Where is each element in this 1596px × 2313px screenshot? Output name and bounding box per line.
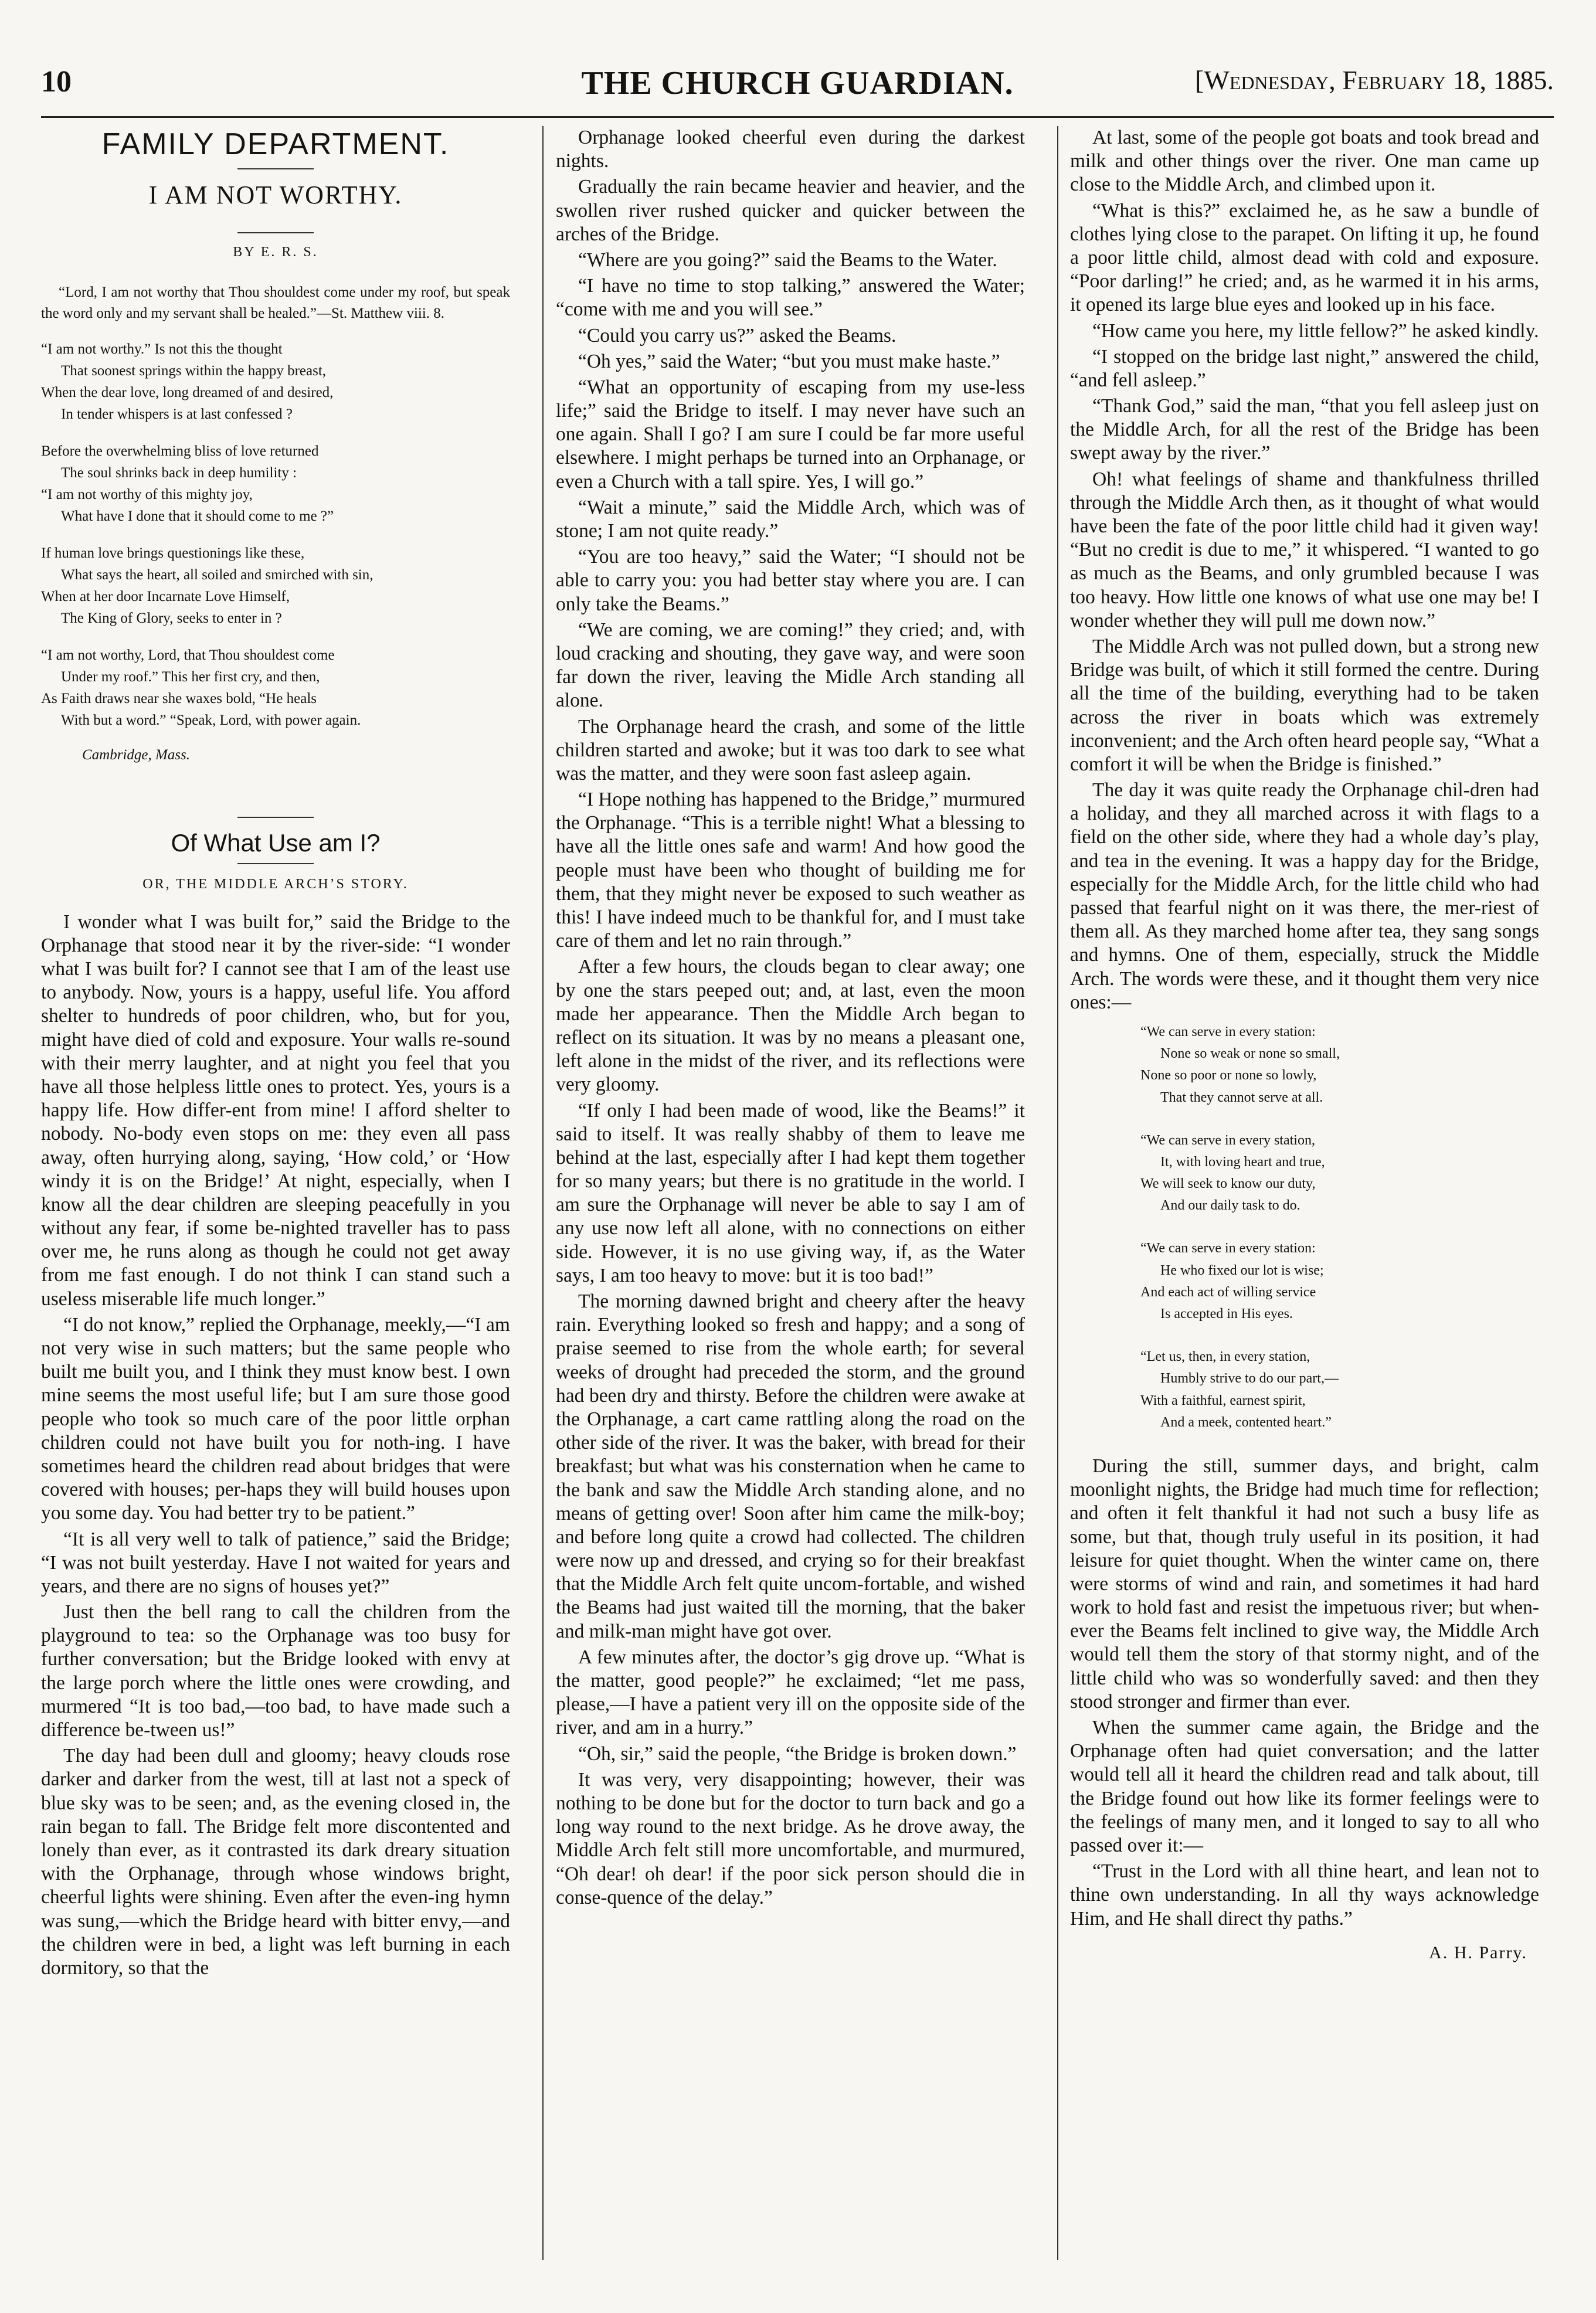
paragraph: At last, some of the people got boats and took bread and milk and other things over the river. One man came up close to the Middle Arch, and climbed upon it. — [1070, 127, 1539, 196]
verse-line: And our daily task to do. — [1160, 1198, 1300, 1214]
verse-line: “Let us, then, in every station, — [1140, 1349, 1310, 1365]
column-1 — [41, 126, 510, 1982]
poem-byline: BY E. R. S. — [233, 244, 318, 260]
paragraph: During the still, summer days, and bright, calm moonlight nights, the Bridge had much time for reflection; and often it felt thankful it had not such a busy life as some, but that, though truly useful in its position, it had leisure for quiet thought. When the winter came on, there were storms of wind and rain, and sometimes it had hard work to hold fast and resist the impetuous river; but when-ever the Beams felt inclined to give way, the Middle Arch would tell them the story of that stormy night, and of the little child who was so wonderfully saved: and then they stood stronger and firmer than ever. — [1070, 1455, 1539, 1713]
issue-date: [Wednesday, February 18, 1885. — [1195, 65, 1554, 95]
paragraph: The Orphanage heard the crash, and some of the little children started and awoke; but it was too dark to see what was the matter, and they were soon fast asleep again. — [556, 715, 1025, 784]
paragraph: “What is this?” exclaimed he, as he saw a bundle of clothes lying close to the parapet. On lifting it up, he found a poor little child, almost dead with cold and exposure. “Poor darling!” he cried; and, as he warmed it in his arms, it opened its large blue eyes and looked up in his face. — [1070, 199, 1539, 316]
stanza — [41, 440, 510, 527]
verse-line: We will seek to know our duty, — [1140, 1176, 1316, 1192]
poem-place: Cambridge, Mass. — [82, 747, 191, 763]
paragraph: “You are too heavy,” said the Water; “I should not be able to carry you: you had better stay where you are. I can only take the Beams.” — [556, 546, 1025, 615]
verse-line: What says the heart, all soiled and smirched with sin, — [61, 567, 373, 583]
paragraph: “Thank God,” said the man, “that you fell asleep just on the Middle Arch, for all the rest of the Bridge has been swept away by the river.” — [1070, 395, 1539, 464]
paragraph: “Oh yes,” said the Water; “but you must make haste.” — [578, 350, 1000, 372]
newspaper-title: THE CHURCH GUARDIAN. — [581, 65, 1014, 101]
stanza — [1140, 1238, 1539, 1325]
paragraph: “How came you here, my little fellow?” he asked kindly. — [1092, 320, 1539, 342]
paragraph: I wonder what I was built for,” said the Bridge to the Orphanage that stood near it by the river-side: “I wonder what I was built for? I cannot see that I am of the least use to anybody. Now, yours is a happy, useful life. You afford shelter to hundreds of poor children, who, but for you, might have died of cold and exposure. Your walls re-sound with their merry laughter, and at night you feel that you have all those helpless little ones to protect. Yes, yours is a happy life. How differ-ent from mine! I afford shelter to nobody. No-body even stops on me: they even all pass away, often hurrying along, saying, ‘How cold,’ or ‘How windy it is on the Bridge!’ At night, especially, when I know all the dear children are sleeping peacefully in you without any fear, if some be-nighted traveller has to pass over me, he runs along as though he could not get away from me fast enough. I do not think I can stand such a useless miserable life much longer.” — [41, 911, 510, 1310]
verse-line: That they cannot serve at all. — [1160, 1089, 1323, 1105]
section-rule — [237, 863, 314, 864]
paragraph: A few minutes after, the doctor’s gig drove up. “What is the matter, good people?” he exclaimed; “let me pass, please,—I have a patient very ill on the opposite side of the river, and am in a hurry.” — [556, 1646, 1025, 1739]
poem-body — [41, 338, 510, 731]
paragraph: Just then the bell rang to call the children from the playground to tea: so the Orphanage was too busy for further conversation; but the Bridge looked with envy at the large porch where the little ones were crowding, and murmered “It is too bad,—too bad, to have made such a difference be-tween us!” — [41, 1601, 510, 1741]
paragraph: “Wait a minute,” said the Middle Arch, which was of stone; I am not quite ready.” — [556, 496, 1025, 542]
verse-line: Humbly strive to do our part,— — [1160, 1371, 1339, 1387]
stanza — [41, 338, 510, 425]
paragraph: “What an opportunity of escaping from my use-less life;” said the Bridge to itself. I may never have such an one again. Shall I go? I am sure I could be far more useful elsewhere. I might perhaps be turned into an Orphanage, or even a Church with a tall spire. Yes, I will go.” — [556, 376, 1025, 493]
hymn-verses — [1140, 1021, 1539, 1434]
paragraph: It was very, very disappointing; however, their was nothing to be done but for the doctor to turn back and go a long way round to the next bridge. As he drove away, the Middle Arch felt still more uncomfortable, and murmured, “Oh dear! oh dear! if the poor sick person should die in conse-quence of the delay.” — [556, 1768, 1025, 1908]
stanza — [1140, 1130, 1539, 1217]
paragraph: The day had been dull and gloomy; heavy clouds rose darker and darker from the west, till at last not a speck of blue sky was to be seen; and, as the evening closed in, the rain began to fall. The Bridge felt more discontented and lonely than ever, as it contrasted its dark dreary situation with the Orphanage, through whose windows bright, cheerful lights were shining. Even after the even-ing hymn was sung,—which the Bridge heard with bitter envy,—and the children were in bed, a light was left burning in each dormitory, so that the — [41, 1745, 510, 1979]
paragraph: The morning dawned bright and cheery after the heavy rain. Everything looked so fresh and happy; and a song of praise seemed to rise from the whole earth; for several weeks of drought had preceded the storm, and the ground had been dry and thirsty. Before the children were awake at the Orphanage, a cart came rattling along the road on the other side of the river. It was the baker, with bread for their breakfast; but what was his consternation when he came to the bank and saw the Middle Arch standing alone, and no means of getting over! Soon after him came the milk-boy; and before long quite a crowd had collected. The children were now up and dressed, and crying so for their breakfast that the Middle Arch felt quite uncom-fortable, and wished the Beams had just waited till the morning, that the baker and milk-man might have got over. — [556, 1290, 1025, 1642]
verse-line: “We can serve in every station: — [1140, 1241, 1316, 1256]
stanza — [41, 542, 510, 629]
verse-line: None so weak or none so small, — [1160, 1046, 1340, 1062]
verse-line: “We can serve in every station, — [1140, 1132, 1315, 1148]
paragraph: “We are coming, we are coming!” they cried; and, with loud cracking and shouting, they gave way, and were soon far down the river, leaving the Midle Arch standing all alone. — [556, 619, 1025, 712]
verse-line: He who fixed our lot is wise; — [1160, 1262, 1324, 1278]
column-divider — [542, 126, 544, 2260]
paragraph: “Trust in the Lord with all thine heart, and lean not to thine own understanding. In all thy ways acknowledge Him, and He shall direct thy paths.” — [1070, 1860, 1539, 1930]
paragraph: Oh! what feelings of shame and thankfulness thrilled through the Middle Arch then, as it thought of what would have been the fate of the poor little child had it given way! “But no credit is due to me,” it whispered. “I wanted to go as much as the Beams, and only grumbled because I was too heavy. How little one knows of what use one may be! I wonder whether they will pull me down now.” — [1070, 468, 1539, 631]
verse-line: In tender whispers is at last confessed ? — [61, 406, 293, 423]
section-rule — [237, 817, 314, 818]
masthead — [41, 64, 1554, 111]
verse-line: The King of Glory, seeks to enter in ? — [61, 610, 282, 627]
verse-line: When the dear love, long dreamed of and desired, — [41, 385, 334, 401]
paragraph: “I have no time to stop talking,” answered the Water; “come with me and you will see.” — [556, 275, 1025, 321]
story-text-col1 — [41, 911, 510, 1980]
paragraph: When the summer came again, the Bridge and the Orphanage often had quiet conversation; and the latter would tell all it heard the children read and talk about, till the Bridge found out how like its former feelings were to the feelings of many men, and it longed to say to all who passed over it:— — [1070, 1717, 1539, 1856]
paragraph: “Where are you going?” said the Beams to the Water. — [578, 249, 997, 271]
stanza — [41, 644, 510, 731]
paragraph: “I Hope nothing has happened to the Bridge,” murmured the Orphanage. “This is a terrible night! What a blessing to have all the little ones safe and warm! And how good the people must have been who thought of building me for them, that they might never be exposed to such weather as this! I have indeed much to be thankful for, and I must take care of them and let no rain through.” — [556, 789, 1025, 952]
story-text-col3-end — [1070, 1455, 1539, 1931]
verse-line: With but a word.” “Speak, Lord, with power again. — [61, 712, 361, 729]
verse-line: And each act of willing service — [1140, 1284, 1316, 1300]
paragraph: “I stopped on the bridge last night,” answered the child, “and fell asleep.” — [1070, 345, 1539, 391]
verse-line: And a meek, contented heart.” — [1160, 1414, 1332, 1430]
verse-line: The soul shrinks back in deep humility : — [61, 465, 297, 481]
story-title: Of What Use am I? — [171, 829, 381, 857]
verse-line: When at her door Incarnate Love Himself, — [41, 589, 290, 605]
story-text-col2 — [556, 126, 1025, 1910]
paragraph: The day it was quite ready the Orphanage chil-dren had a holiday, and they all marched across it with flags to a field on the other side, where they had a whole day’s play, and tea in the evening. It was a happy day for the Bridge, especially for the Middle Arch, for the little child who had passed that fearful night on it was there, the mer-riest of them all. As they marched home after tea, they sang songs and hymns. One of them, especially, struck the Middle Arch. The words were these, and it thought them very nice ones:— — [1070, 779, 1539, 1013]
header-rule — [41, 116, 1554, 118]
page-number: 10 — [41, 65, 72, 99]
poem-epigraph: “Lord, I am not worthy that Thou shouldest come under my roof, but speak the word only and my servant shall be healed.”—St. Matthew viii. 8. — [41, 284, 510, 322]
paragraph: “If only I had been made of wood, like the Beams!” it said to itself. It was really shabby of them to leave me behind at the last, especially after I had kept them together for so many years; but there is no gratitude in the world. I am sure the Orphanage will never be able to say I am of any use now left all alone, with no connections on either side. However, it is no use giving way, if, as the Water says, I am too heavy to move: but it is too bad!” — [556, 1099, 1025, 1286]
paragraph: The Middle Arch was not pulled down, but a strong new Bridge was built, of which it still formed the centre. During all the time of the building, everything had to be taken across the river in boats which was extremely inconvenient; and the Arch often heard people say, “What a comfort it will be when the Bridge is finished.” — [1070, 635, 1539, 775]
paragraph: “Oh, sir,” said the people, “the Bridge is broken down.” — [578, 1743, 1017, 1765]
section-rule — [237, 168, 314, 169]
verse-line: Under my roof.” This her first cry, and then, — [61, 669, 320, 685]
stanza — [1140, 1021, 1539, 1109]
verse-line: Before the overwhelming bliss of love returned — [41, 443, 319, 460]
department-heading: FAMILY DEPARTMENT. — [101, 127, 450, 161]
paragraph: “It is all very well to talk of patience,” said the Bridge; “I was not built yesterday. Have I not waited for years and years, and there are no signs of houses yet?” — [41, 1528, 510, 1597]
verse-line: As Faith draws near she waxes bold, “He heals — [41, 691, 317, 707]
verse-line: What have I done that it should come to me ?” — [61, 508, 334, 525]
poem-title: I AM NOT WORTHY. — [148, 181, 403, 210]
verse-line: Is accepted in His eyes. — [1160, 1306, 1293, 1322]
stanza — [1140, 1346, 1539, 1434]
story-text-col3 — [1070, 126, 1539, 1014]
paragraph: Gradually the rain became heavier and heavier, and the swollen river rushed quicker and quicker between the arches of the Bridge. — [556, 176, 1025, 245]
verse-line: “We can serve in every station: — [1140, 1024, 1316, 1040]
verse-line: With a faithful, earnest spirit, — [1140, 1392, 1306, 1408]
section-rule — [237, 232, 314, 233]
verse-line: If human love brings questionings like these, — [41, 545, 305, 562]
verse-line: “I am not worthy, Lord, that Thou shouldest come — [41, 647, 335, 664]
paragraph: Orphanage looked cheerful even during the darkest nights. — [556, 127, 1025, 172]
verse-line: None so poor or none so lowly, — [1140, 1068, 1317, 1084]
column-2 — [556, 126, 1025, 1912]
column-divider — [1057, 126, 1058, 2260]
paragraph: “Could you carry us?” asked the Beams. — [578, 324, 897, 347]
author-signature: A. H. Parry. — [1429, 1942, 1527, 1962]
paragraph: “I do not know,” replied the Orphanage, meekly,—“I am not very wise in such matters; but the same people who built me built you, and I think they must know best. I own mine seems the most useful life; but I am sure those good people who took so much care of the poor little orphan children could not have built you for noth-ing. I have sometimes heard the children read about bridges that were covered with houses; per-haps they will build houses upon you some day. You had better try to be patient.” — [41, 1313, 510, 1524]
verse-line: That soonest springs within the happy breast, — [61, 363, 327, 379]
verse-line: It, with loving heart and true, — [1160, 1154, 1325, 1170]
story-subtitle: OR, THE MIDDLE ARCH’S STORY. — [142, 876, 409, 892]
paragraph: After a few hours, the clouds began to clear away; one by one the stars peeped out; and, at last, even the moon made her appearance. Then the Middle Arch began to reflect on its situation. It was by no means a pleasant one, left alone in the midst of the river, and its reflections were very gloomy. — [556, 956, 1025, 1096]
verse-line: “I am not worthy of this mighty joy, — [41, 487, 253, 503]
column-3 — [1070, 126, 1539, 1964]
verse-line: “I am not worthy.” Is not this the thought — [41, 341, 283, 358]
